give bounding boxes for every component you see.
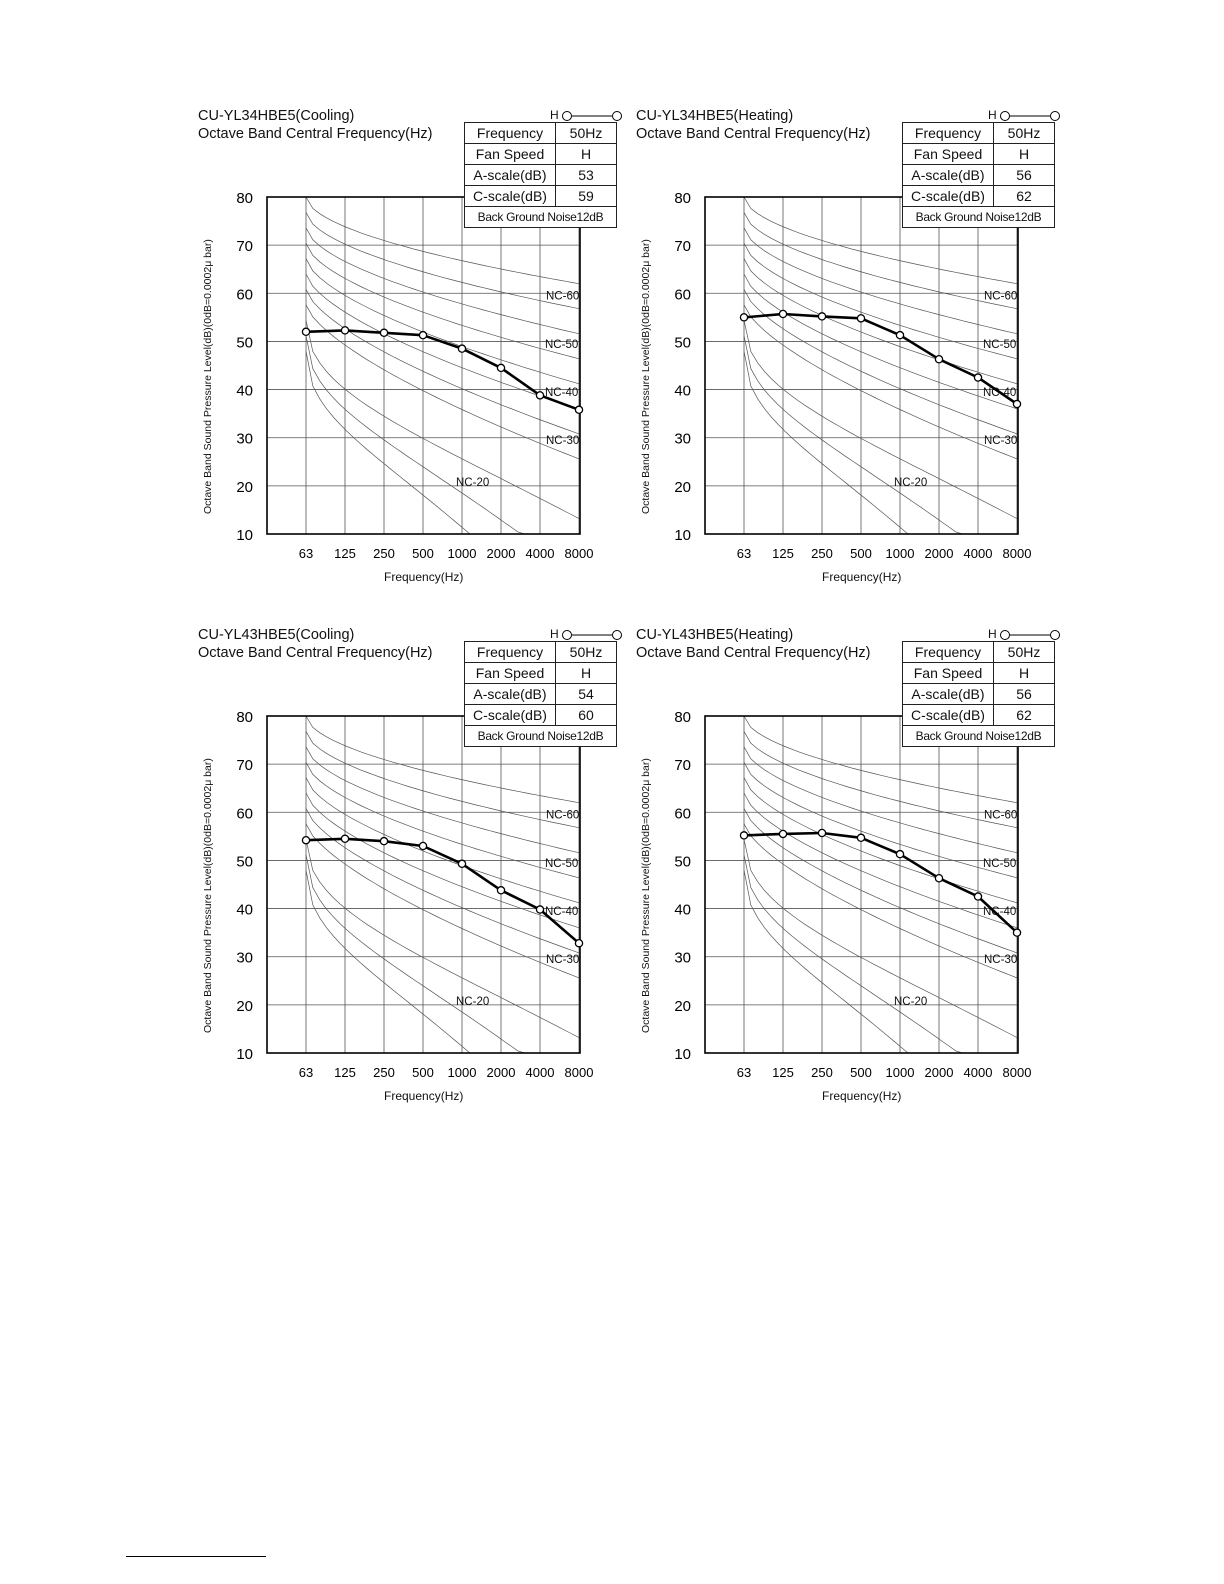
nc-curve: [306, 228, 579, 334]
footnote-divider: [126, 1556, 266, 1557]
spec-row-c-scale: [465, 705, 617, 726]
chart-subtitle: Octave Band Central Frequency(Hz): [636, 126, 871, 142]
data-point: [779, 310, 786, 317]
nc-curves: [306, 197, 579, 534]
nc-curve-label: NC-40: [545, 386, 579, 399]
x-axis-label: Frequency(Hz): [822, 570, 902, 584]
data-series-line: [744, 833, 1017, 933]
spec-row-frequency: [903, 642, 1055, 663]
chart-panel-cu-yl34hbe5-heating: [636, 108, 1076, 608]
nc-curve-label: NC-60: [546, 290, 580, 303]
data-point: [779, 830, 786, 837]
spec-row-a-scale: [903, 165, 1055, 186]
y-tick-label: 10: [674, 527, 691, 544]
x-tick-label: 8000: [564, 546, 594, 561]
chart-title: CU-YL43HBE5(Cooling): [198, 627, 355, 643]
y-tick-label: 20: [674, 478, 691, 496]
spec-row-background-noise: [903, 207, 1055, 228]
spec-row-c-scale: [465, 186, 617, 207]
spec-label: Fan Speed: [465, 144, 556, 165]
spec-label: C-scale(dB): [465, 705, 556, 726]
x-tick-label: 4000: [525, 546, 555, 561]
y-tick-label: 50: [674, 334, 691, 352]
data-point: [536, 392, 543, 399]
grid: [705, 197, 1018, 534]
nc-curve-label: NC-30: [984, 435, 1018, 448]
spec-label: A-scale(dB): [903, 165, 994, 186]
nc-curve: [744, 839, 1017, 1037]
nc-curve: [306, 336, 579, 534]
data-point: [1013, 400, 1020, 407]
spec-value: 50Hz: [556, 123, 617, 144]
x-tick-label: 125: [334, 546, 356, 561]
nc-curve: [306, 320, 579, 518]
chart-title: CU-YL34HBE5(Heating): [636, 108, 794, 124]
spec-value: H: [556, 663, 617, 684]
spec-value: 56: [994, 165, 1055, 186]
nc-curve: [744, 808, 1017, 953]
spec-label: Fan Speed: [903, 663, 994, 684]
y-tick-label: 40: [674, 382, 691, 400]
data-point: [974, 374, 981, 381]
data-point: [818, 313, 825, 320]
chart-subtitle: Octave Band Central Frequency(Hz): [198, 645, 433, 661]
nc-curve: [744, 228, 1017, 334]
nc-curve-label: NC-30: [546, 435, 580, 448]
spec-value: 60: [556, 705, 617, 726]
chart-title: CU-YL34HBE5(Cooling): [198, 108, 355, 124]
data-point: [896, 332, 903, 339]
spec-row-fan-speed: [903, 144, 1055, 165]
nc-curve: [744, 855, 1017, 1053]
x-tick-label: 500: [850, 546, 872, 561]
chart-subtitle: Octave Band Central Frequency(Hz): [636, 645, 871, 661]
x-tick-label: 2000: [486, 546, 516, 561]
y-axis-label: Octave Band Sound Pressure Level(dB)(0dB=0.0002μ bar): [202, 239, 214, 514]
fan-mode-indicator: H: [550, 627, 559, 641]
y-tick-label: 60: [674, 805, 691, 823]
x-axis-label: Frequency(Hz): [384, 1089, 464, 1103]
data-point: [740, 832, 747, 839]
data-point: [380, 838, 387, 845]
nc-curve: [306, 824, 579, 978]
fan-mode-indicator: H: [988, 627, 997, 641]
chart-panel-cu-yl43hbe5-cooling: [198, 627, 638, 1127]
spec-label: C-scale(dB): [903, 705, 994, 726]
nc-curve: [306, 839, 579, 1037]
y-tick-label: 40: [236, 901, 253, 919]
y-tick-label: 50: [674, 853, 691, 871]
plot-frame: [705, 197, 1018, 534]
y-tick-label: 80: [674, 190, 691, 207]
y-tick-label: 70: [236, 757, 253, 775]
data-point: [935, 875, 942, 882]
spec-row-c-scale: [903, 705, 1055, 726]
x-tick-label: 1000: [885, 546, 915, 561]
spec-row-frequency: [465, 123, 617, 144]
x-axis-label: Frequency(Hz): [384, 570, 464, 584]
x-tick-label: 8000: [1002, 546, 1032, 561]
fan-mode-indicator: H: [550, 108, 559, 122]
x-tick-label: 63: [298, 546, 314, 561]
x-tick-label: 63: [736, 546, 752, 561]
y-tick-label: 20: [236, 997, 253, 1015]
y-tick-label: 10: [236, 527, 253, 544]
data-point: [974, 893, 981, 900]
spec-background-noise: Back Ground Noise12dB: [465, 207, 617, 228]
nc-curves: [306, 716, 579, 1053]
nc-curve-label: NC-50: [983, 857, 1017, 870]
spec-value: 56: [994, 684, 1055, 705]
nc-curve-label: NC-60: [546, 809, 580, 822]
spec-label: Frequency: [465, 642, 556, 663]
x-axis-label: Frequency(Hz): [822, 1089, 902, 1103]
x-tick-label: 500: [850, 1065, 872, 1080]
y-tick-label: 20: [674, 997, 691, 1015]
y-tick-label: 40: [674, 901, 691, 919]
nc-curve-label: NC-40: [545, 905, 579, 918]
nc-curve: [744, 320, 1017, 518]
x-tick-label: 500: [412, 546, 434, 561]
data-point: [818, 829, 825, 836]
plot-frame: [267, 197, 580, 534]
y-tick-label: 80: [236, 190, 253, 207]
spec-row-fan-speed: [465, 663, 617, 684]
nc-curve: [306, 808, 579, 953]
y-tick-label: 30: [236, 949, 253, 967]
spec-table: [902, 641, 1055, 747]
nc-curve-label: NC-20: [456, 477, 490, 490]
x-tick-label: 1000: [447, 546, 477, 561]
spec-row-frequency: [903, 123, 1055, 144]
y-tick-label: 60: [236, 805, 253, 823]
data-point: [458, 860, 465, 867]
spec-value: H: [994, 663, 1055, 684]
data-point: [419, 332, 426, 339]
y-axis-label: Octave Band Sound Pressure Level(dB)(0dB=0.0002μ bar): [202, 758, 214, 1033]
nc-curve-label: NC-50: [545, 857, 579, 870]
spec-value: 53: [556, 165, 617, 186]
chart-subtitle: Octave Band Central Frequency(Hz): [198, 126, 433, 142]
data-point: [1013, 929, 1020, 936]
nc-curve-label: NC-20: [894, 996, 928, 1009]
spec-background-noise: Back Ground Noise12dB: [465, 726, 617, 747]
x-tick-label: 250: [373, 1065, 395, 1080]
y-tick-label: 50: [236, 853, 253, 871]
nc-curve-label: NC-60: [984, 290, 1018, 303]
spec-value: 62: [994, 705, 1055, 726]
nc-curve-label: NC-30: [546, 954, 580, 967]
x-tick-label: 63: [736, 1065, 752, 1080]
spec-row-fan-speed: [465, 144, 617, 165]
x-tick-label: 1000: [885, 1065, 915, 1080]
y-tick-label: 70: [674, 238, 691, 256]
data-point: [896, 851, 903, 858]
x-tick-label: 125: [334, 1065, 356, 1080]
y-tick-label: 70: [236, 238, 253, 256]
y-tick-label: 30: [674, 430, 691, 448]
nc-curves: [744, 197, 1017, 534]
spec-row-background-noise: [465, 207, 617, 228]
chart-title: CU-YL43HBE5(Heating): [636, 627, 794, 643]
spec-table: [464, 641, 617, 747]
spec-value: 50Hz: [556, 642, 617, 663]
x-tick-label: 4000: [963, 1065, 993, 1080]
plot-frame: [705, 716, 1018, 1053]
x-tick-label: 8000: [1002, 1065, 1032, 1080]
spec-table: [464, 122, 617, 228]
spec-value: H: [994, 144, 1055, 165]
x-tick-label: 250: [811, 1065, 833, 1080]
grid: [705, 716, 1018, 1053]
x-tick-label: 2000: [924, 1065, 954, 1080]
spec-row-background-noise: [903, 726, 1055, 747]
x-tick-label: 2000: [924, 546, 954, 561]
spec-value: 54: [556, 684, 617, 705]
spec-row-fan-speed: [903, 663, 1055, 684]
data-point: [302, 837, 309, 844]
nc-curves: [744, 716, 1017, 1053]
x-tick-label: 250: [811, 546, 833, 561]
nc-curve: [306, 855, 579, 1053]
nc-curve-label: NC-20: [894, 477, 928, 490]
nc-curve-label: NC-40: [983, 386, 1017, 399]
data-point: [740, 314, 747, 321]
spec-label: Fan Speed: [465, 663, 556, 684]
data-point: [935, 356, 942, 363]
spec-row-a-scale: [465, 684, 617, 705]
plot-frame: [267, 716, 580, 1053]
spec-row-background-noise: [465, 726, 617, 747]
nc-curve: [744, 336, 1017, 534]
spec-row-c-scale: [903, 186, 1055, 207]
x-tick-label: 4000: [963, 546, 993, 561]
data-point: [497, 887, 504, 894]
spec-value: 62: [994, 186, 1055, 207]
y-tick-label: 60: [674, 286, 691, 304]
spec-row-a-scale: [465, 165, 617, 186]
data-point: [341, 835, 348, 842]
grid: [267, 716, 580, 1053]
nc-curve: [306, 289, 579, 434]
spec-label: C-scale(dB): [465, 186, 556, 207]
spec-value: 59: [556, 186, 617, 207]
y-tick-label: 80: [674, 709, 691, 726]
fan-mode-indicator: H: [988, 108, 997, 122]
nc-curve-label: NC-30: [984, 954, 1018, 967]
x-tick-label: 125: [772, 546, 794, 561]
nc-curve-label: NC-60: [984, 809, 1018, 822]
y-tick-label: 40: [236, 382, 253, 400]
data-point: [575, 406, 582, 413]
y-tick-label: 30: [236, 430, 253, 448]
y-tick-label: 10: [236, 1046, 253, 1063]
data-point: [302, 328, 309, 335]
data-point: [380, 329, 387, 336]
y-axis-label: Octave Band Sound Pressure Level(dB)(0dB=0.0002μ bar): [640, 239, 652, 514]
y-tick-label: 70: [674, 757, 691, 775]
spec-label: Frequency: [903, 123, 994, 144]
data-series-line: [306, 839, 579, 943]
spec-value: 50Hz: [994, 123, 1055, 144]
data-point: [857, 315, 864, 322]
y-tick-label: 10: [674, 1046, 691, 1063]
grid: [267, 197, 580, 534]
x-tick-label: 125: [772, 1065, 794, 1080]
x-tick-label: 4000: [525, 1065, 555, 1080]
chart-panel-cu-yl43hbe5-heating: [636, 627, 1076, 1127]
y-tick-label: 50: [236, 334, 253, 352]
data-point: [419, 842, 426, 849]
spec-row-frequency: [465, 642, 617, 663]
x-tick-label: 2000: [486, 1065, 516, 1080]
spec-label: Fan Speed: [903, 144, 994, 165]
nc-curve-label: NC-50: [983, 338, 1017, 351]
spec-label: A-scale(dB): [465, 165, 556, 186]
chart-panel-cu-yl34hbe5-cooling: [198, 108, 638, 608]
x-tick-label: 63: [298, 1065, 314, 1080]
x-tick-label: 8000: [564, 1065, 594, 1080]
spec-label: Frequency: [465, 123, 556, 144]
spec-value: 50Hz: [994, 642, 1055, 663]
x-tick-label: 1000: [447, 1065, 477, 1080]
data-point: [536, 906, 543, 913]
nc-curve-label: NC-20: [456, 996, 490, 1009]
x-tick-label: 500: [412, 1065, 434, 1080]
spec-label: C-scale(dB): [903, 186, 994, 207]
spec-label: Frequency: [903, 642, 994, 663]
spec-background-noise: Back Ground Noise12dB: [903, 726, 1055, 747]
data-point: [575, 940, 582, 947]
spec-table: [902, 122, 1055, 228]
y-tick-label: 80: [236, 709, 253, 726]
spec-row-a-scale: [903, 684, 1055, 705]
spec-label: A-scale(dB): [465, 684, 556, 705]
data-point: [341, 327, 348, 334]
data-point: [857, 834, 864, 841]
spec-background-noise: Back Ground Noise12dB: [903, 207, 1055, 228]
y-axis-label: Octave Band Sound Pressure Level(dB)(0dB=0.0002μ bar): [640, 758, 652, 1033]
y-tick-label: 20: [236, 478, 253, 496]
spec-value: H: [556, 144, 617, 165]
nc-curve-label: NC-40: [983, 905, 1017, 918]
data-point: [458, 345, 465, 352]
y-tick-label: 30: [674, 949, 691, 967]
nc-curve-label: NC-50: [545, 338, 579, 351]
x-tick-label: 250: [373, 546, 395, 561]
spec-label: A-scale(dB): [903, 684, 994, 705]
y-tick-label: 60: [236, 286, 253, 304]
data-point: [497, 364, 504, 371]
